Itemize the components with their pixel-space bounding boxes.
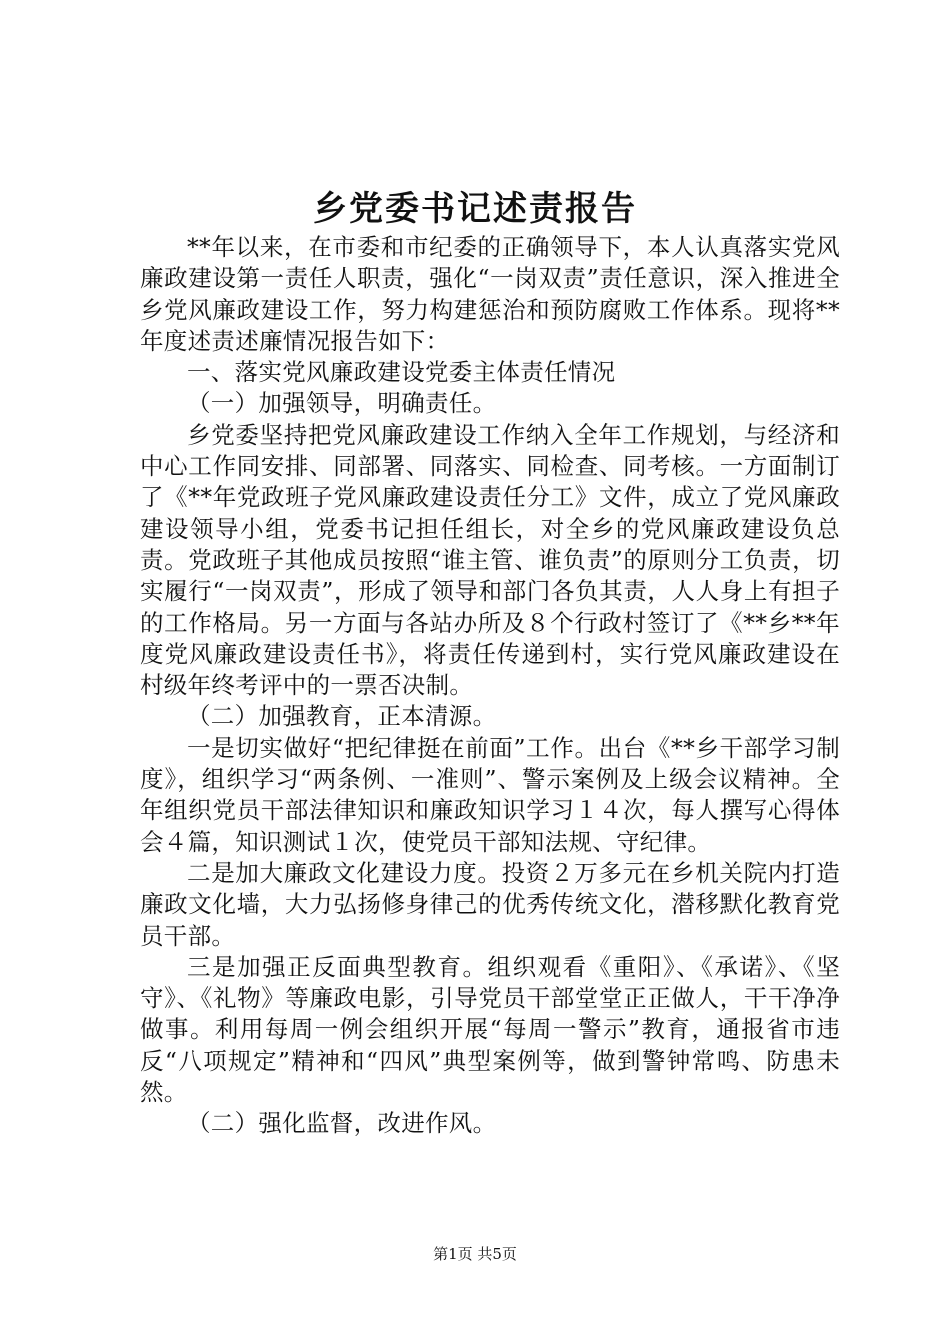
paragraph-leadership: 乡党委坚持把党风廉政建设工作纳入全年工作规划，与经济和中心工作同安排、同部署、同落实、同检查、同考核。一方面制订了《**年党政班子党风廉政建设责任分工》文件，成立了党风廉政建设领导小组，党委书记担任组长，对全乡的党风廉政建设负总责。党政班子其他成员按照“谁主管、谁负责”的原则分工负责，切实履行“一岗双责”，形成了领导和部门各负其责，人人身上有担子的工作格局。另一方面与各站办所及８个行政村签订了《**乡**年度党风廉政建设责任书》，将责任传递到村，实行党风廉政建设在村级年终考评中的一票否决制。 <box>140 420 840 700</box>
paragraph-education: 三是加强正反面典型教育。组织观看《重阳》、《承诺》、《坚守》、《礼物》等廉政电影，引导党员干部堂堂正正做人，干干净净做事。利用每周一例会组织开展“每周一警示”教育，通报省市违反“八项规定”精神和“四风”典型案例等，做到警钟常鸣、防患未然。 <box>140 952 840 1107</box>
paragraph-discipline: 一是切实做好“把纪律挺在前面”工作。出台《**乡干部学习制度》，组织学习“两条例、一准则”、警示案例及上级会议精神。全年组织党员干部法律知识和廉政知识学习１４次，每人撰写心得体会４篇，知识测试１次，使党员干部知法规、守纪律。 <box>140 733 840 856</box>
document-title: 乡党委书记述责报告 <box>313 189 637 229</box>
subsection-heading-2: （二）加强教育，正本清源。 <box>187 702 497 731</box>
subsection-heading-3: （二）强化监督，改进作风。 <box>187 1109 497 1138</box>
paragraph-culture: 二是加大廉政文化建设力度。投资２万多元在乡机关院内打造廉政文化墙，大力弘扬修身律己的优秀传统文化，潜移默化教育党员干部。 <box>140 858 840 950</box>
page-number-footer: 第1页 共5页 <box>433 1245 517 1263</box>
section-heading-1: 一、落实党风廉政建设党委主体责任情况 <box>187 358 616 387</box>
document-body <box>140 232 840 1140</box>
subsection-heading-1: （一）加强领导，明确责任。 <box>187 389 497 418</box>
paragraph-intro: **年以来，在市委和市纪委的正确领导下，本人认真落实党风廉政建设第一责任人职责，强化“一岗双责”责任意识，深入推进全乡党风廉政建设工作，努力构建惩治和预防腐败工作体系。现将**年度述责述廉情况报告如下： <box>140 233 840 355</box>
